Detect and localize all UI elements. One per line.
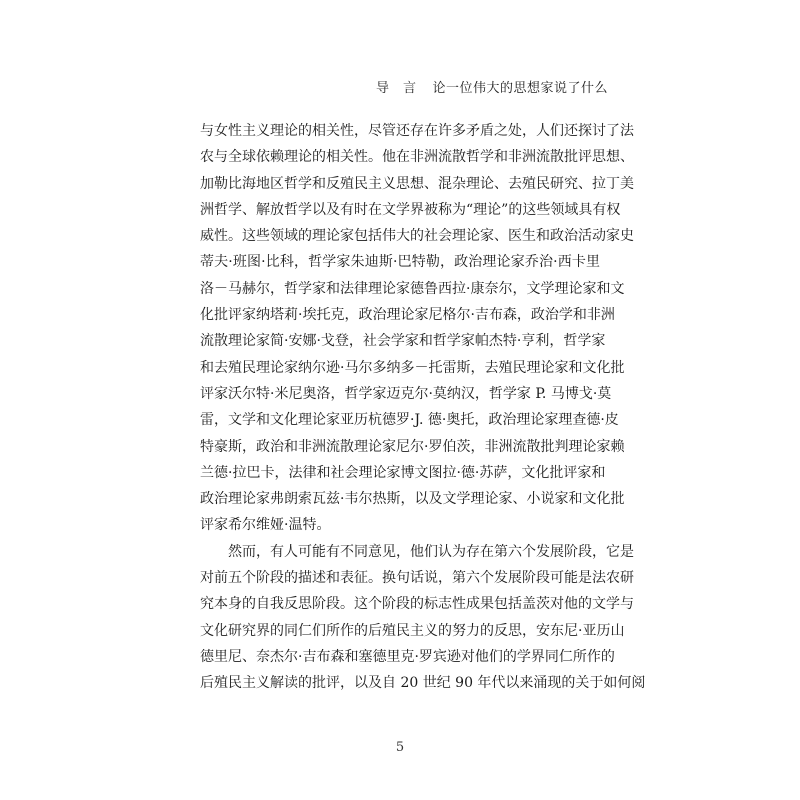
text-line: 洲哲学、解放哲学以及有时在文学界被称为“理论”的这些领域具有权 bbox=[200, 201, 621, 218]
text-line: 农与全球依赖理论的相关性。他在非洲流散哲学和非洲流散批评思想、 bbox=[200, 149, 634, 166]
text-line: 兰德·拉巴卡，法律和社会理论家博文图拉·德·苏萨，文化批评家和 bbox=[200, 464, 606, 481]
header-section-label: 导 言 bbox=[375, 81, 417, 96]
text-line: 后殖民主义解读的批评，以及自 20 世纪 90 年代以来涌现的关于如何阅 bbox=[200, 675, 646, 692]
text-line: 威性。这些领域的理论家包括伟大的社会理论家、医生和政治活动家史 bbox=[200, 228, 634, 245]
text-line: 对前五个阶段的描述和表征。换句话说，第六个发展阶段可能是法农研 bbox=[200, 570, 634, 587]
text-line: 加勒比海地区哲学和反殖民主义思想、混杂理论、去殖民研究、拉丁美 bbox=[200, 175, 634, 192]
paragraph bbox=[200, 118, 634, 539]
body-text bbox=[200, 118, 646, 697]
text-line: 然而，有人可能有不同意见，他们认为存在第六个发展阶段，它是 bbox=[228, 543, 634, 560]
text-line: 评家沃尔特·米尼奥洛，哲学家迈克尔·莫纳汉，哲学家 P. 马博戈·莫 bbox=[200, 385, 612, 402]
text-line: 雷，文学和文化理论家亚历杭德罗·J. 德·奥托，政治理论家理查德·皮 bbox=[200, 412, 619, 429]
text-line: 和去殖民理论家纳尔逊·马尔多纳多－托雷斯，去殖民理论家和文化批 bbox=[200, 359, 625, 376]
text-line: 究本身的自我反思阶段。这个阶段的标志性成果包括盖茨对他的文学与 bbox=[200, 596, 634, 613]
text-line: 评家希尔维娅·温特。 bbox=[200, 517, 331, 534]
header-chapter-title: 论一位伟大的思想家说了什么 bbox=[432, 81, 608, 96]
text-line: 流散理论家简·安娜·戈登，社会学家和哲学家帕杰特·亨利，哲学家 bbox=[200, 333, 606, 350]
text-line: 蒂夫·班图·比科，哲学家朱迪斯·巴特勒，政治理论家乔治·西卡里 bbox=[200, 254, 600, 271]
paragraph bbox=[200, 539, 646, 697]
text-line: 德里尼、奈杰尔·吉布森和塞德里克·罗宾逊对他们的学界同仁所作的 bbox=[200, 648, 615, 665]
page-number: 5 bbox=[395, 740, 405, 755]
running-header bbox=[376, 77, 608, 96]
text-line: 化批评家纳塔莉·埃托克，政治理论家尼格尔·吉布森，政治学和非洲 bbox=[200, 307, 615, 324]
text-line: 洛－马赫尔，哲学家和法律理论家德鲁西拉·康奈尔，文学理论家和文 bbox=[200, 280, 625, 297]
text-line: 与女性主义理论的相关性，尽管还存在许多矛盾之处，人们还探讨了法 bbox=[200, 123, 634, 139]
text-line: 政治理论家弗朗索瓦兹·韦尔热斯，以及文学理论家、小说家和文化批 bbox=[200, 491, 625, 508]
text-line: 文化研究界的同仁们所作的后殖民主义的努力的反思，安东尼·亚历山 bbox=[200, 622, 625, 639]
text-line: 特豪斯，政治和非洲流散理论家尼尔·罗伯茨，非洲流散批判理论家赖 bbox=[200, 438, 625, 455]
